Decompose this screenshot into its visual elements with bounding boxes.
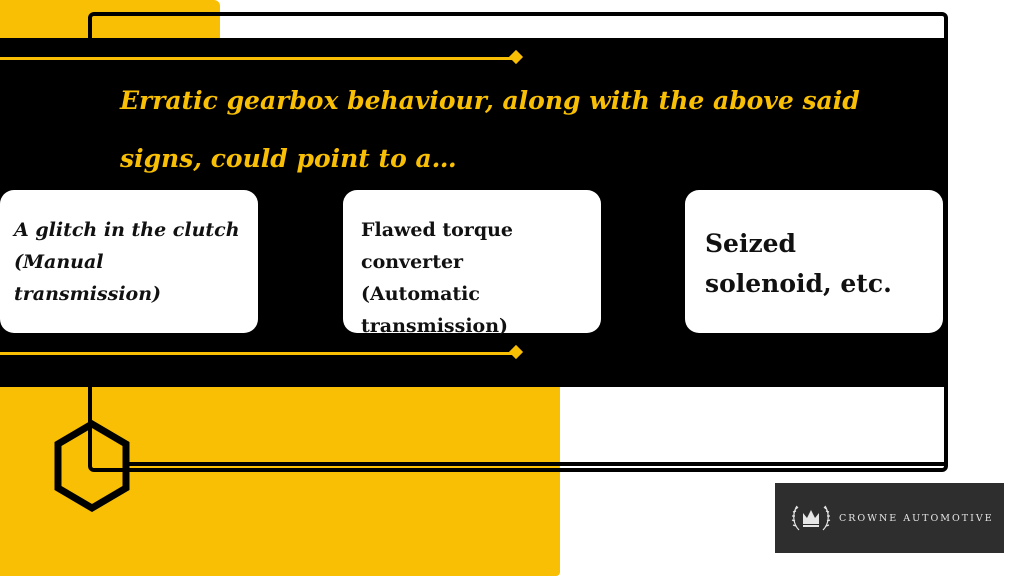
crown-laurel-icon	[789, 496, 833, 540]
card-clutch-glitch	[0, 190, 258, 333]
card-text: Flawed torque converter (Automatic transmission)	[361, 219, 514, 337]
gold-divider-bottom	[0, 352, 515, 355]
card-torque-converter	[343, 190, 601, 337]
logo-text: CROWNE AUTOMOTIVE	[839, 512, 994, 524]
card-text: A glitch in the clutch (Manual transmission)	[14, 219, 240, 305]
slide-heading: Erratic gearbox behaviour, along with the above said signs, could point to a…	[120, 86, 860, 173]
gold-divider-top	[0, 57, 515, 60]
card-seized-solenoid	[685, 190, 943, 333]
crowne-automotive-logo	[775, 483, 1004, 553]
card-text: Seized solenoid, etc.	[705, 229, 892, 298]
bottom-rule	[128, 462, 944, 466]
hexagon-icon	[52, 420, 132, 512]
